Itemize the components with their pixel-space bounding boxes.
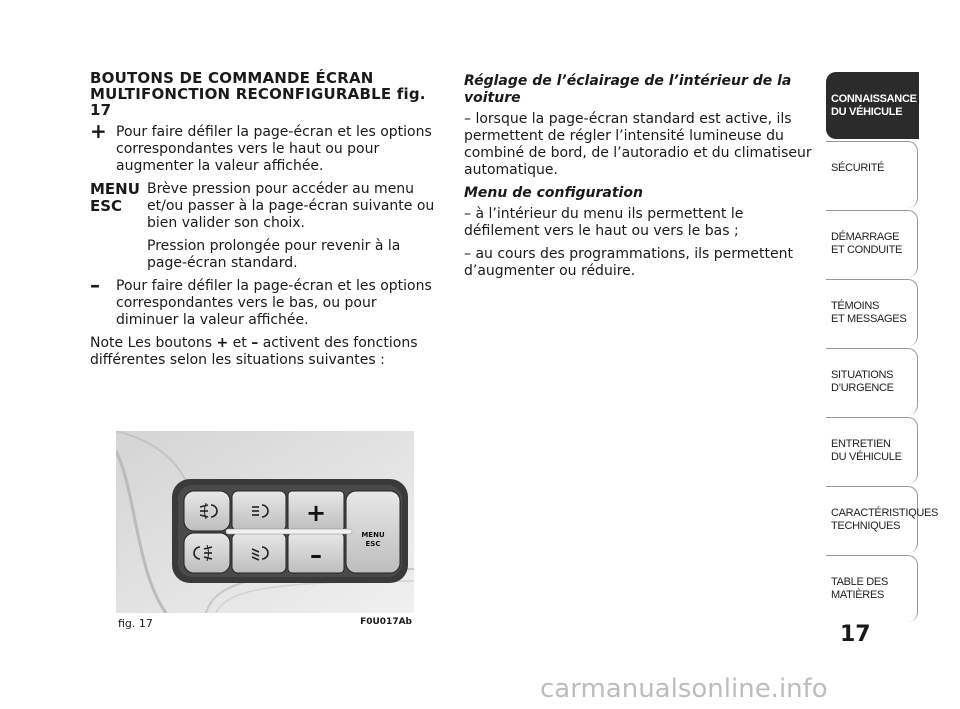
heading-line-1: BOUTONS DE COMMANDE ÉCRAN bbox=[90, 69, 374, 87]
subheading-setup-menu: Menu de configuration bbox=[464, 185, 643, 201]
menu-long-press-text: Pression prolongée pour revenir à la page-écran standard. bbox=[147, 238, 401, 271]
sidebar-tab-label: TÉMOINS ET MESSAGES bbox=[831, 300, 907, 325]
note-minus: – bbox=[251, 335, 259, 351]
menu-esc-button-description bbox=[90, 181, 438, 272]
sidebar-tab-label: SÉCURITÉ bbox=[831, 162, 885, 174]
sidebar-tab-caracteristiques[interactable] bbox=[826, 486, 939, 553]
sidebar-tab-label: DÉMARRAGE ET CONDUITE bbox=[831, 231, 903, 256]
heading-figure-ref: fig. 17 bbox=[90, 85, 426, 119]
esc-symbol-line: ESC bbox=[90, 197, 123, 215]
page-number: 17 bbox=[840, 622, 871, 647]
sidebar-tab-securite[interactable] bbox=[826, 141, 918, 208]
sidebar-tab-label: CONNAISSANCE DU VÉHICULE bbox=[831, 93, 917, 118]
plus-symbol: + bbox=[90, 119, 107, 143]
menu-esc-symbol bbox=[90, 181, 140, 215]
sidebar-tab-label: CARACTÉRISTIQUES TECHNIQUES bbox=[831, 507, 939, 532]
minus-description-text: Pour faire défiler la page-écran et les options correspondantes vers le bas, ou pour diminuer la valeur affichée. bbox=[116, 278, 432, 328]
setup-menu-paragraph-1: – à l’intérieur du menu ils permettent le défilement vers le haut ou vers le bas ; bbox=[464, 206, 744, 239]
note-paragraph bbox=[90, 335, 438, 369]
figure-minus-label: – bbox=[310, 541, 322, 569]
headlight-down-button-outline bbox=[232, 533, 286, 573]
setup-menu-paragraph-2: – au cours des programmations, ils permettent d’augmenter ou réduire. bbox=[464, 246, 793, 279]
figure-code: F0U017Ab bbox=[360, 617, 412, 627]
sidebar-tab-label: ENTRETIEN DU VÉHICULE bbox=[831, 438, 902, 463]
sidebar-tab-connaissance[interactable] bbox=[826, 72, 919, 139]
sidebar-tab-label: TABLE DES MATIÈRES bbox=[831, 576, 889, 601]
sidebar-tab-temoins[interactable] bbox=[826, 279, 918, 346]
watermark-text: carmanualsonline.info bbox=[540, 674, 828, 704]
minus-symbol: – bbox=[90, 273, 100, 297]
note-text-end: activent des fonctions différentes selon les situations suivantes : bbox=[90, 335, 418, 368]
lighting-paragraph: – lorsque la page-écran standard est active, ils permettent de régler l’intensité lumineuse du combiné de bord, de l’autoradio et du climatiseur automatique. bbox=[464, 111, 812, 178]
left-column bbox=[90, 70, 438, 369]
figure-plus-label: + bbox=[305, 499, 327, 527]
plus-button-description bbox=[90, 119, 438, 175]
right-column bbox=[464, 73, 814, 286]
section-heading bbox=[90, 70, 438, 118]
sidebar-tab-entretien[interactable] bbox=[826, 417, 918, 484]
menu-symbol-line: MENU bbox=[90, 180, 140, 198]
heading-line-2: MULTIFONCTION RECONFIGURABLE bbox=[90, 85, 392, 103]
figure-dashboard-buttons bbox=[116, 431, 414, 613]
minus-button-description bbox=[90, 273, 438, 329]
note-text-mid: et bbox=[228, 335, 252, 351]
figure-esc-label: ESC bbox=[365, 540, 381, 548]
subheading-lighting: Réglage de l’éclairage de l’intérieur de la voiture bbox=[464, 73, 792, 106]
figure-label: fig. 17 bbox=[118, 617, 153, 630]
note-text-start: Note Les boutons bbox=[90, 335, 217, 351]
button-panel-illustration bbox=[116, 431, 414, 613]
sidebar-tab-demarrage[interactable] bbox=[826, 210, 918, 277]
sidebar-tab-table[interactable] bbox=[826, 555, 918, 622]
sidebar-tab-label: SITUATIONS D’URGENCE bbox=[831, 369, 894, 394]
figure-menu-label: MENU bbox=[361, 531, 385, 539]
chapter-sidebar bbox=[826, 72, 939, 624]
menu-short-press-text: Brève pression pour accéder au menu et/ou passer à la page-écran suivante ou bien valider son choix. bbox=[147, 181, 435, 231]
plus-description-text: Pour faire défiler la page-écran et les options correspondantes vers le haut ou pour augmenter la valeur affichée. bbox=[116, 124, 432, 174]
sidebar-tab-situations[interactable] bbox=[826, 348, 918, 415]
note-plus: + bbox=[216, 335, 229, 351]
